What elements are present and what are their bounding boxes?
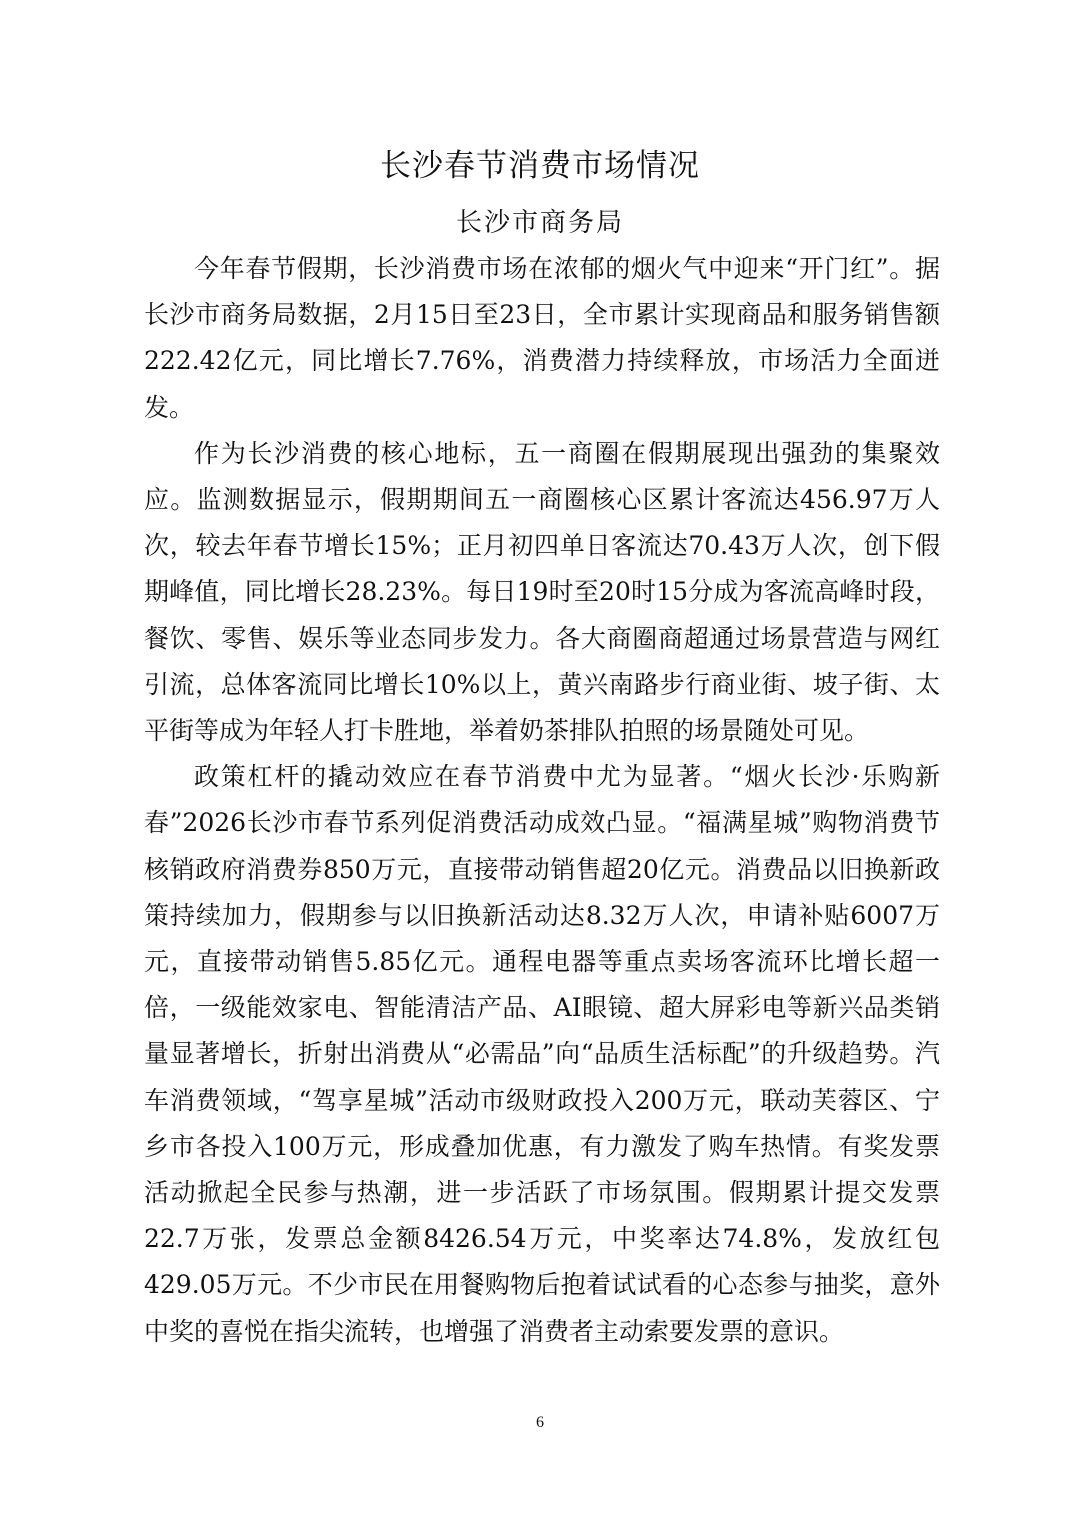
author-line: 长沙市商务局	[455, 208, 624, 238]
page-number: 6	[536, 1414, 544, 1431]
page-title: 长沙春节消费市场情况	[380, 148, 700, 184]
document-body	[144, 246, 940, 1355]
paragraph-2: 作为长沙消费的核心地标，五一商圈在假期展现出强劲的集聚效应。监测数据显示，假期期间五一商圈核心区累计客流达456.97万人次，较去年春节增长15%；正月初四单日客流达70.43万人次，创下假期峰值，同比增长28.23%。每日19时至20时15分成为客流高峰时段，餐饮、零售、娱乐等业态同步发力。各大商圈商超通过场景营造与网红引流，总体客流同比增长10%以上，黄兴南路步行商业街、坡子街、太平街等成为年轻人打卡胜地，举着奶茶排队拍照的场景随处可见。	[144, 438, 940, 746]
paragraph-3: 政策杠杆的撬动效应在春节消费中尤为显著。“烟火长沙·乐购新春”2026长沙市春节系列促消费活动成效凸显。“福满星城”购物消费节核销政府消费券850万元，直接带动销售超20亿元。消费品以旧换新政策持续加力，假期参与以旧换新活动达8.32万人次，申请补贴6007万元，直接带动销售5.85亿元。通程电器等重点卖场客流环比增长超一倍，一级能效家电、智能清洁产品、AI眼镜、超大屏彩电等新兴品类销量显著增长，折射出消费从“必需品”向“品质生活标配”的升级趋势。汽车消费领域，“驾享星城”活动市级财政投入200万元，联动芙蓉区、宁乡市各投入100万元，形成叠加优惠，有力激发了购车热情。有奖发票活动掀起全民参与热潮，进一步活跃了市场氛围。假期累计提交发票22.7万张，发票总金额8426.54万元，中奖率达74.8%，发放红包429.05万元。不少市民在用餐购物后抱着试试看的心态参与抽奖，意外中奖的喜悦在指尖流转，也增强了消费者主动索要发票的意识。	[144, 762, 940, 1346]
paragraph-1: 今年春节假期，长沙消费市场在浓郁的烟火气中迎来“开门红”。据长沙市商务局数据，2月15日至23日，全市累计实现商品和服务销售额222.42亿元，同比增长7.76%，消费潜力持续释放，市场活力全面迸发。	[144, 254, 940, 422]
